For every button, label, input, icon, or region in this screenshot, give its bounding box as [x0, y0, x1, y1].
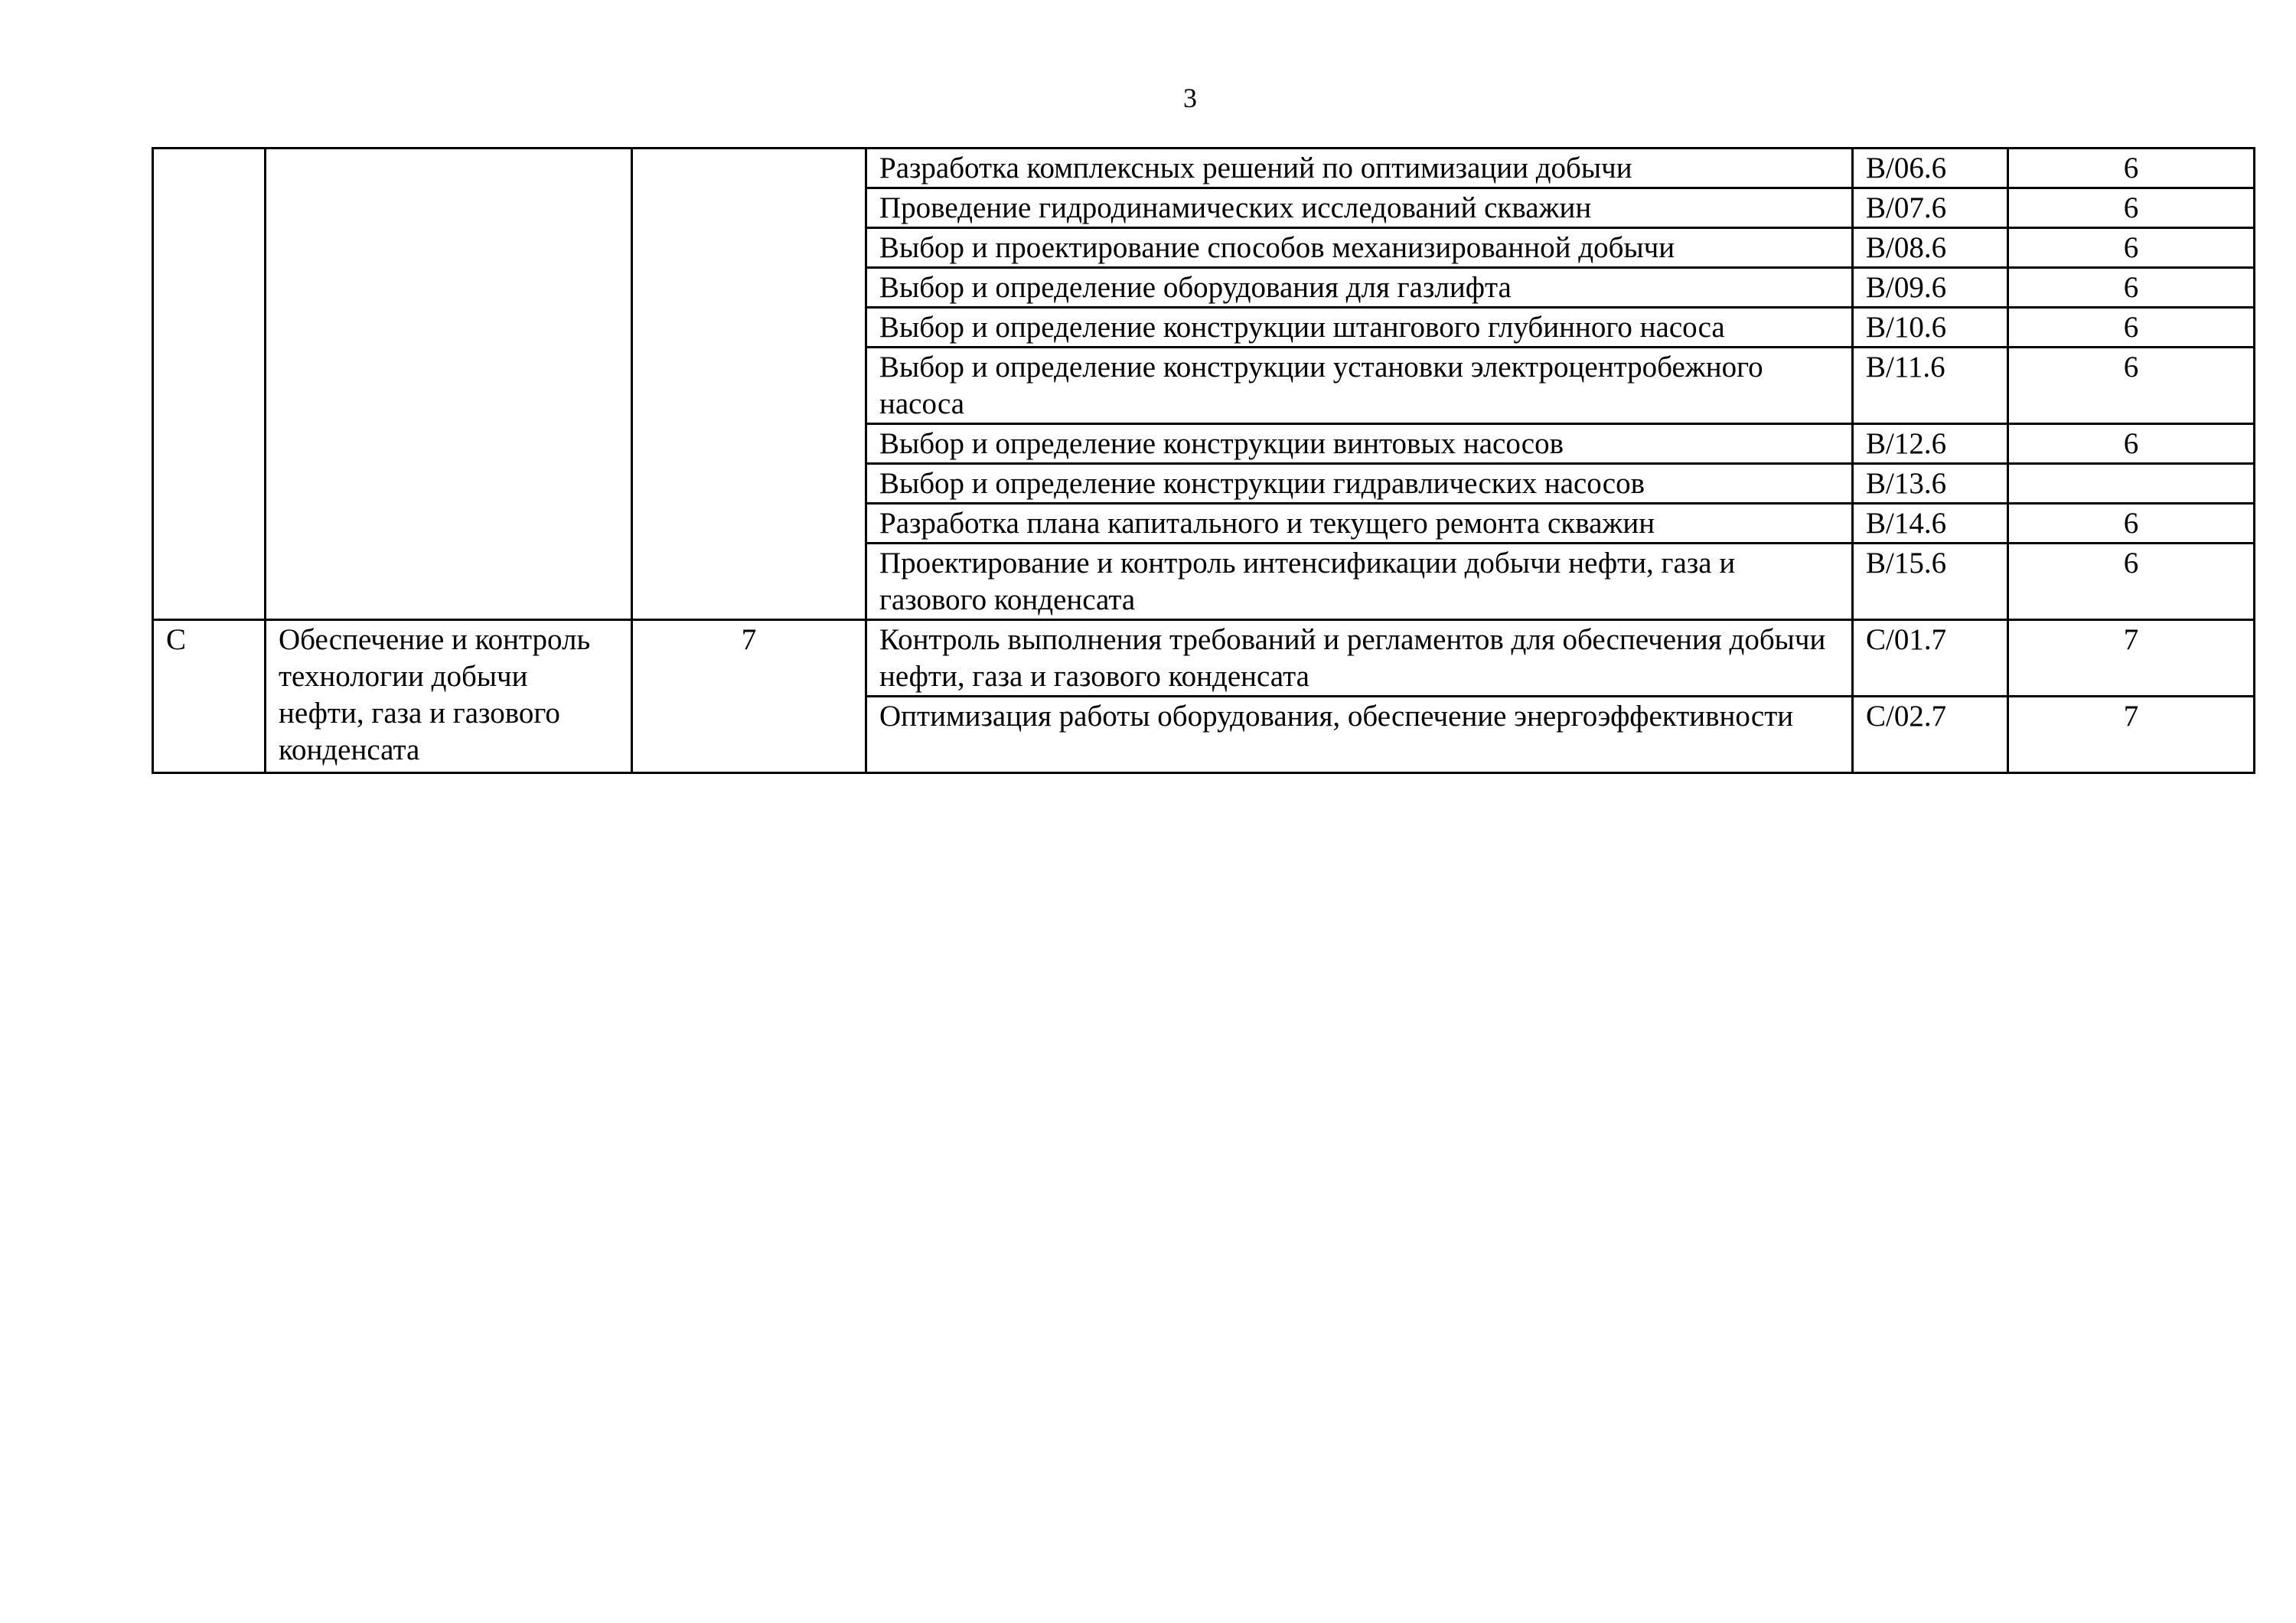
task-code: C/02.7	[1853, 697, 2008, 773]
table-row	[153, 149, 2255, 188]
task-name: Разработка комплексных решений по оптимизации добычи	[866, 149, 1853, 188]
task-name: Проведение гидродинамических исследований скважин	[866, 188, 1853, 228]
task-code: B/13.6	[1853, 464, 2008, 504]
task-name: Выбор и определение конструкции штангового глубинного насоса	[866, 308, 1853, 348]
task-code: B/15.6	[1853, 544, 2008, 620]
task-level: 7	[2008, 620, 2255, 697]
task-name: Выбор и определение конструкции гидравлических насосов	[866, 464, 1853, 504]
task-level: 6	[2008, 149, 2255, 188]
task-level: 6	[2008, 188, 2255, 228]
task-level: 6	[2008, 348, 2255, 424]
task-level: 6	[2008, 308, 2255, 348]
page-number: 3	[1183, 83, 1197, 113]
task-name: Проектирование и контроль интенсификации добычи нефти, газа и газового конденсата	[866, 544, 1853, 620]
task-level: 6	[2008, 228, 2255, 268]
task-code: B/06.6	[1853, 149, 2008, 188]
task-code: C/01.7	[1853, 620, 2008, 697]
task-code: B/11.6	[1853, 348, 2008, 424]
group-name-cell	[266, 149, 632, 620]
task-code: B/09.6	[1853, 268, 2008, 308]
group-code-cell	[153, 149, 266, 620]
task-level: 7	[2008, 697, 2255, 773]
group-name: Обеспечение и контроль технологии добычи нефти, газа и газового конденсата	[266, 620, 632, 773]
group-level-cell	[632, 149, 866, 620]
task-code: B/10.6	[1853, 308, 2008, 348]
task-code: B/14.6	[1853, 504, 2008, 544]
task-name: Разработка плана капитального и текущего ремонта скважин	[866, 504, 1853, 544]
group-code: C	[153, 620, 266, 773]
task-level: 6	[2008, 424, 2255, 464]
task-level	[2008, 464, 2255, 504]
task-name: Выбор и определение оборудования для газлифта	[866, 268, 1853, 308]
task-level: 6	[2008, 504, 2255, 544]
task-code: B/12.6	[1853, 424, 2008, 464]
task-name: Выбор и проектирование способов механизированной добычи	[866, 228, 1853, 268]
labor-functions-table	[152, 147, 2255, 774]
group-level: 7	[632, 620, 866, 773]
table-row	[153, 620, 2255, 697]
task-code: B/08.6	[1853, 228, 2008, 268]
task-name: Выбор и определение конструкции установки электроцентробежного насоса	[866, 348, 1853, 424]
task-level: 6	[2008, 544, 2255, 620]
task-name: Оптимизация работы оборудования, обеспечение энергоэффективности	[866, 697, 1853, 773]
task-level: 6	[2008, 268, 2255, 308]
task-name: Выбор и определение конструкции винтовых насосов	[866, 424, 1853, 464]
task-code: B/07.6	[1853, 188, 2008, 228]
task-name: Контроль выполнения требований и регламентов для обеспечения добычи нефти, газа и газового конденсата	[866, 620, 1853, 697]
